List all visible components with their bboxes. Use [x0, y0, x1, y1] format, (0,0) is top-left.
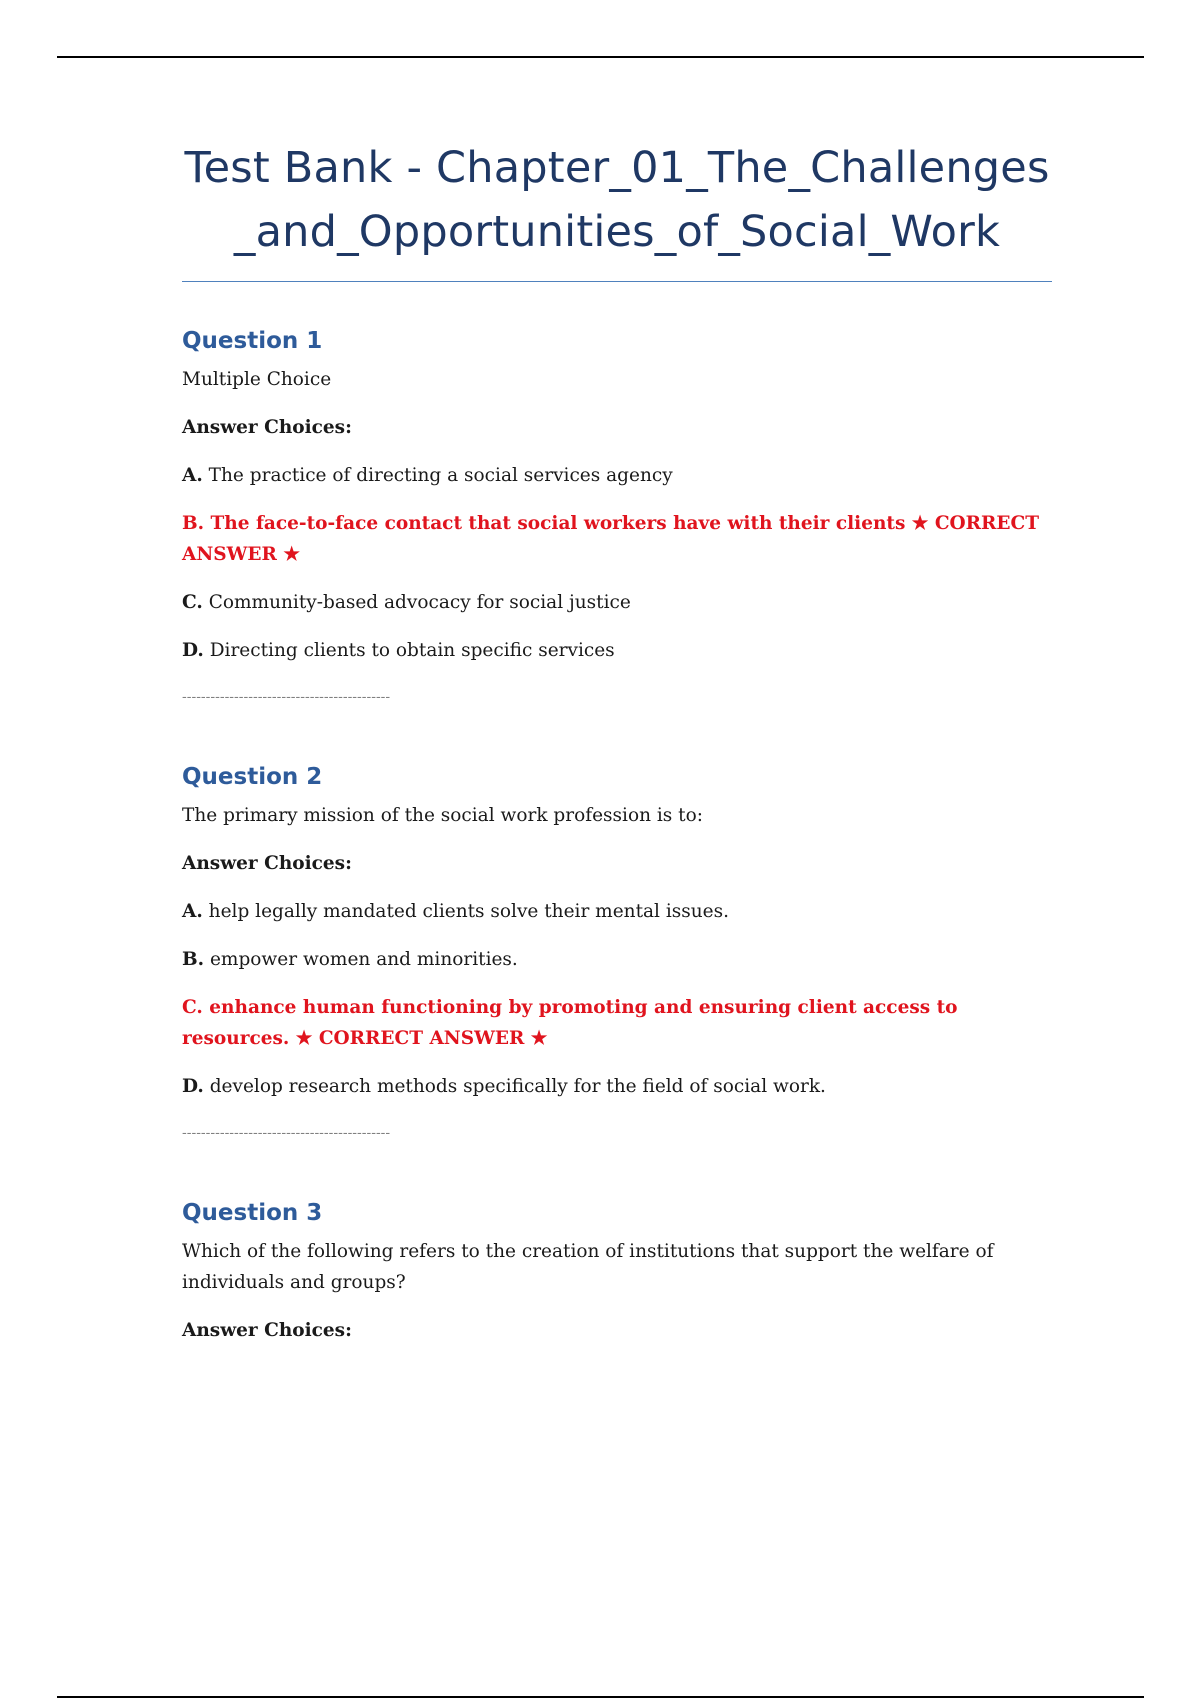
- choice-text: Community-based advocacy for social justice: [202, 592, 631, 613]
- choice-a: [182, 460, 1052, 491]
- question-2: [182, 762, 1052, 1142]
- choice-letter: B.: [182, 513, 205, 534]
- answer-choices-label: Answer Choices:: [182, 417, 352, 438]
- title-underline: [182, 281, 1052, 282]
- question-text: Multiple Choice: [182, 369, 332, 390]
- choice-letter: A.: [182, 901, 203, 922]
- choice-text: Directing clients to obtain specific services: [203, 640, 615, 661]
- choice-letter: B.: [182, 949, 205, 970]
- question-heading: Question 3: [182, 1200, 323, 1226]
- choice-letter: D.: [182, 1076, 204, 1097]
- choice-d: [182, 635, 1052, 666]
- question-1: [182, 326, 1052, 706]
- choice-text: develop research methods specifically for the field of social work.: [203, 1076, 826, 1097]
- choice-c-correct: [182, 992, 1052, 1054]
- choice-letter: D.: [182, 640, 204, 661]
- choice-text: enhance human functioning by promoting and ensuring client access to resources. ★ CORRECT ANSWER ★: [182, 997, 958, 1049]
- choice-b-correct: [182, 508, 1052, 570]
- choice-text: help legally mandated clients solve their mental issues.: [202, 901, 729, 922]
- choice-text: The face-to-face contact that social workers have with their clients ★ CORRECT ANSWER ★: [182, 513, 1040, 565]
- choice-letter: C.: [182, 592, 203, 613]
- choice-d: [182, 1071, 1052, 1102]
- choice-letter: A.: [182, 465, 203, 486]
- question-text: Which of the following refers to the creation of institutions that support the welfare of individuals and groups?: [182, 1241, 994, 1293]
- page-bottom-rule: [57, 1696, 1144, 1698]
- choice-letter: C.: [182, 997, 203, 1018]
- question-heading: Question 2: [182, 764, 323, 790]
- question-separator: --------------------------------------------: [182, 689, 391, 705]
- document-title: Test Bank - Chapter_01_The_Challenges_and_Opportunities_of_Social_Work: [184, 143, 1050, 257]
- question-separator: --------------------------------------------: [182, 1125, 391, 1141]
- question-heading: Question 1: [182, 328, 323, 354]
- answer-choices-label: Answer Choices:: [182, 1320, 352, 1341]
- choice-text: empower women and minorities.: [204, 949, 518, 970]
- question-3: [182, 1198, 1052, 1346]
- choice-c: [182, 587, 1052, 618]
- page-top-rule: [57, 56, 1144, 58]
- document-body: [182, 136, 1052, 1346]
- choice-a: [182, 896, 1052, 927]
- choice-b: [182, 944, 1052, 975]
- answer-choices-label: Answer Choices:: [182, 853, 352, 874]
- question-text: The primary mission of the social work profession is to:: [182, 805, 703, 826]
- choice-text: The practice of directing a social services agency: [202, 465, 673, 486]
